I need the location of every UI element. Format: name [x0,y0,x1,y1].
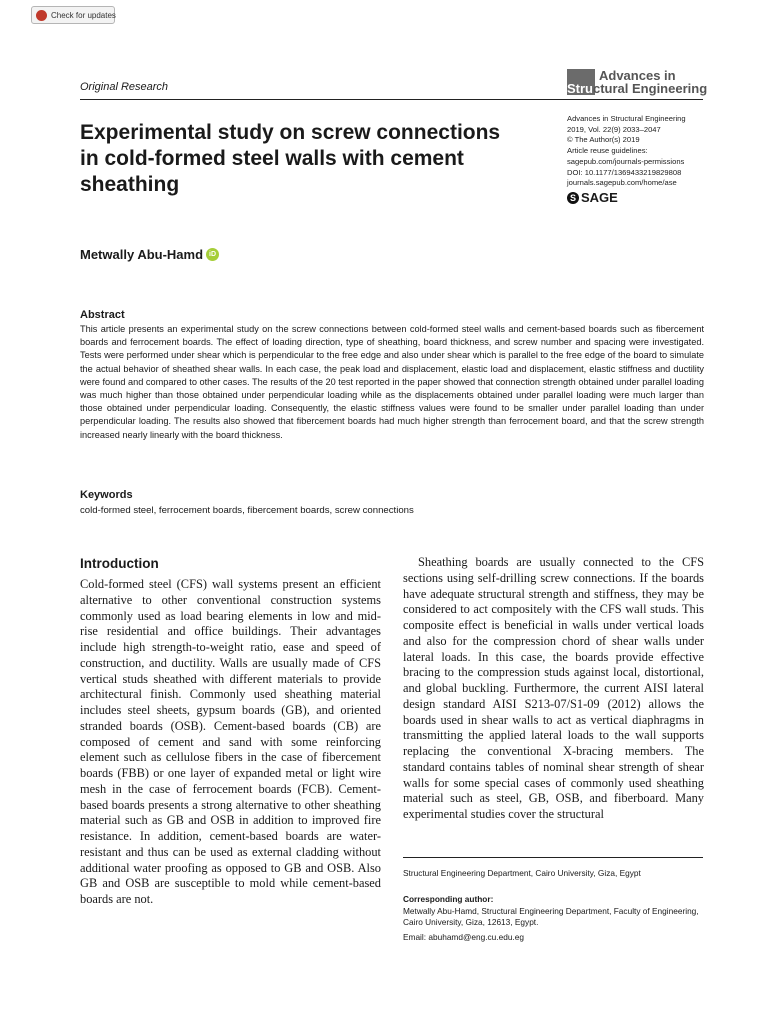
introduction-right-column: Sheathing boards are usually connected to the CFS sections using self-drilling screw connections. If the boards have adequate structural strength and stiffness, they may be considered to act compositely with the CFS wall studs. This composite effect is beneficial in walls under vertical loads and also for the compression chord of shear walls under lateral loads. In this case, the boards provide effective bracing to the compression studs against local, distortional, and global buckling. Furthermore, the current AISI lateral design standard AISI S213-07/S1-09 (2012) allows the boards used in shear walls to act as vertical diaphragms in transmitting the applied lateral loads to the wall supports replacing the conventional X-bracing members. The standard contains tables of nominal shear strength of shear walls for some special cases of commonly used sheathing material such as steel, GB, OSB, and fiberboard. Many experimental studies cover the structural [403,555,704,821]
corresponding-author-email[interactable]: Email: abuhamd@eng.cu.edu.eg [403,932,524,942]
article-title: Experimental study on screw connections in cold-formed steel walls with cement sheathing [80,121,501,196]
orcid-icon[interactable]: iD [206,248,219,261]
header-rule [80,99,703,100]
sage-icon: S [567,192,579,204]
journal-logo [567,69,707,95]
meta-reuse: Article reuse guidelines: [567,146,648,156]
affiliation: Structural Engineering Department, Cairo University, Giza, Egypt [403,868,641,878]
meta-home-link[interactable]: journals.sagepub.com/home/ase [567,178,677,188]
article-meta [567,114,686,189]
footnote-rule [403,857,703,858]
sage-logo [567,190,618,205]
introduction-heading: Introduction [80,556,159,571]
keywords-body: cold-formed steel, ferrocement boards, fibercement boards, screw connections [80,505,414,516]
journal-logo-line2-rest: ctural Engineering [593,81,708,96]
check-for-updates-label: Check for updates [51,10,116,20]
update-icon [36,10,47,21]
abstract-body: This article presents an experimental study on the screw connections between cold-formed steel walls and cement-based boards such as fibercement boards and ferrocement boards. The effect of loading direction, type of sheathing, board thickness, and screw number and spacing were investigated. Tests were performed under shear which is perpendicular to the free edge and also under shear which is parallel to the free edge of the board to simulate the actual behavior of sheathed shear walls. In each case, the peak load and displacement, elastic load and displacement, elastic stiffness and ductility were found and compared to other cases. The results of the 20 test reported in the paper showed that connection strength obtained under parallel loading was much higher than those obtained under perpendicular loading while as the displacements obtained under parallel loading were much larger than those obtained under perpendicular loading. Consequently, the elastic stiffness values were found to be smaller under parallel loading than under perpendicular loading. The results also showed that fibercement boards had much higher strength than ferrocement board, and that the screw strength increased nearly linearly with the board thickness. [80,324,704,440]
check-for-updates-button[interactable] [31,6,115,24]
introduction-left-column: Cold-formed steel (CFS) wall systems present an efficient alternative to other conventional construction systems commonly used as load bearing elements in low and mid-rise residential and office buildings. Their advantages include high strength-to-weight ratio, ease and speed of construction, and ductility. Walls are usually made of CFS vertical studs sheathed with different materials to provide architectural finish. Commonly used sheathing material includes steel sheets, gypsum boards (GB), and oriented stranded boards (OSB). Cement-based boards (CB) are composed of cement and sand with some reinforcing element such as cellulose fibers in the case of fibercement boards (FBB) or one layer of expanded metal or light wire mesh in the case of ferrocement boards (FCB). Cement-based boards presents a strong alternative to other sheathing material such as GB and OSB in addition to improved fire resistance. In addition, cement-based boards are water-resistant and thus can be used as external cladding without additional water proofing as opposed to GB and OSB. Also GB and OSB are susceptible to mold while cement-based boards are not. [80,577,381,906]
abstract-heading: Abstract [80,309,125,321]
author-name: Metwally Abu-Hamd [80,247,204,262]
journal-logo-line2-inv: Stru [567,81,593,96]
sage-label: SAGE [581,190,618,205]
meta-copyright: © The Author(s) 2019 [567,135,640,145]
meta-permissions-link[interactable]: sagepub.com/journals-permissions [567,156,685,166]
journal-logo-line1: Advances in [599,68,676,83]
corresponding-author-heading: Corresponding author: [403,894,494,904]
meta-doi-link[interactable]: DOI: 10.1177/1369433219829808 [567,167,682,177]
meta-journal: Advances in Structural Engineering [567,114,686,123]
keywords-heading: Keywords [80,489,133,501]
author [80,247,219,262]
corresponding-author-body: Metwally Abu-Hamd, Structural Engineering Department, Faculty of Engineering, Cairo University, Giza, 12613, Egypt. [403,906,699,927]
meta-citation: 2019, Vol. 22(9) 2033–2047 [567,124,661,134]
section-type: Original Research [80,81,169,93]
